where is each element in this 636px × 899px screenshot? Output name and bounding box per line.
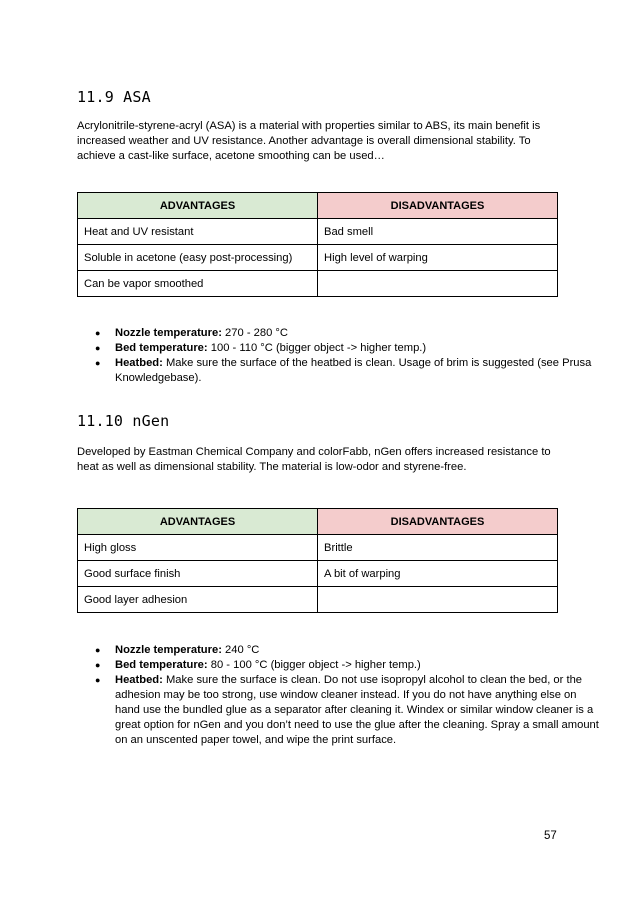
- list-item: [95, 673, 600, 748]
- table-cell: Heat and UV resistant: [78, 219, 318, 245]
- disadvantages-header: DISADVANTAGES: [318, 193, 558, 219]
- setting-label: Heatbed:: [115, 674, 163, 686]
- table-cell: Can be vapor smoothed: [78, 271, 318, 297]
- page-number: 57: [544, 830, 557, 842]
- table-cell: [318, 587, 558, 613]
- table-cell: High gloss: [78, 535, 318, 561]
- setting-value: 80 - 100 °C (bigger object -> higher temp.): [207, 659, 421, 671]
- section-heading-asa: 11.9 ASA: [77, 88, 151, 106]
- section-paragraph-ngen: Developed by Eastman Chemical Company and colorFabb, nGen offers increased resistance to heat as well as dimensional stability. The material is low-odor and styrene-free.: [77, 446, 551, 473]
- setting-value: 100 - 110 °C (bigger object -> higher temp.): [207, 342, 427, 354]
- properties-table-asa: [77, 192, 558, 297]
- table-cell: Brittle: [318, 535, 558, 561]
- table-cell: [318, 271, 558, 297]
- table-row: [78, 219, 558, 245]
- list-item: [95, 658, 600, 673]
- list-item: [95, 356, 600, 386]
- setting-label: Nozzle temperature:: [115, 644, 222, 656]
- list-item: [95, 341, 600, 356]
- bullet-icon: ●: [95, 328, 101, 338]
- print-settings-list-asa: [77, 326, 600, 386]
- setting-label: Heatbed:: [115, 357, 163, 369]
- advantages-header: ADVANTAGES: [78, 509, 318, 535]
- table-header-row: [78, 193, 558, 219]
- setting-label: Bed temperature:: [115, 659, 208, 671]
- table-cell: Soluble in acetone (easy post-processing): [78, 245, 318, 271]
- table-row: [78, 535, 558, 561]
- section-paragraph-asa: Acrylonitrile-styrene-acryl (ASA) is a material with properties similar to ABS, its main benefit is increased weather and UV resistance. Another advantage is overall dimensional stability. To achieve a cast-like surface, acetone smoothing can be used…: [77, 120, 541, 162]
- table-row: [78, 245, 558, 271]
- advantages-header: ADVANTAGES: [78, 193, 318, 219]
- list-item: [95, 643, 600, 658]
- bullet-icon: ●: [95, 660, 101, 670]
- setting-value: 240 °C: [221, 644, 260, 656]
- bullet-icon: ●: [95, 358, 101, 368]
- table-cell: Bad smell: [318, 219, 558, 245]
- bullet-icon: ●: [95, 645, 101, 655]
- table-row: [78, 587, 558, 613]
- bullet-icon: ●: [95, 343, 101, 353]
- setting-value: Make sure the surface is clean. Do not use isopropyl alcohol to clean the bed, or the adhesion may be too strong, use window cleaner instead. If you do not have anything else on hand use the bundled glue as a separator after cleaning it. Windex or similar window cleaner is a great option for nGen and you don’t need to use the glue after the cleaning. Spray a small amount on an unscented paper towel, and wipe the print surface.: [115, 674, 599, 746]
- setting-label: Nozzle temperature:: [115, 327, 222, 339]
- print-settings-list-ngen: [77, 643, 600, 748]
- setting-value: Make sure the surface of the heatbed is clean. Usage of brim is suggested (see Prusa Knowledgebase).: [115, 357, 592, 384]
- disadvantages-header: DISADVANTAGES: [318, 509, 558, 535]
- bullet-icon: ●: [95, 675, 101, 685]
- table-row: [78, 561, 558, 587]
- section-heading-ngen: 11.10 nGen: [77, 412, 170, 430]
- table-cell: High level of warping: [318, 245, 558, 271]
- table-row: [78, 271, 558, 297]
- table-header-row: [78, 509, 558, 535]
- properties-table-ngen: [77, 508, 558, 613]
- setting-value: 270 - 280 °C: [221, 327, 288, 339]
- table-cell: Good surface finish: [78, 561, 318, 587]
- table-cell: Good layer adhesion: [78, 587, 318, 613]
- list-item: [95, 326, 600, 341]
- table-cell: A bit of warping: [318, 561, 558, 587]
- setting-label: Bed temperature:: [115, 342, 208, 354]
